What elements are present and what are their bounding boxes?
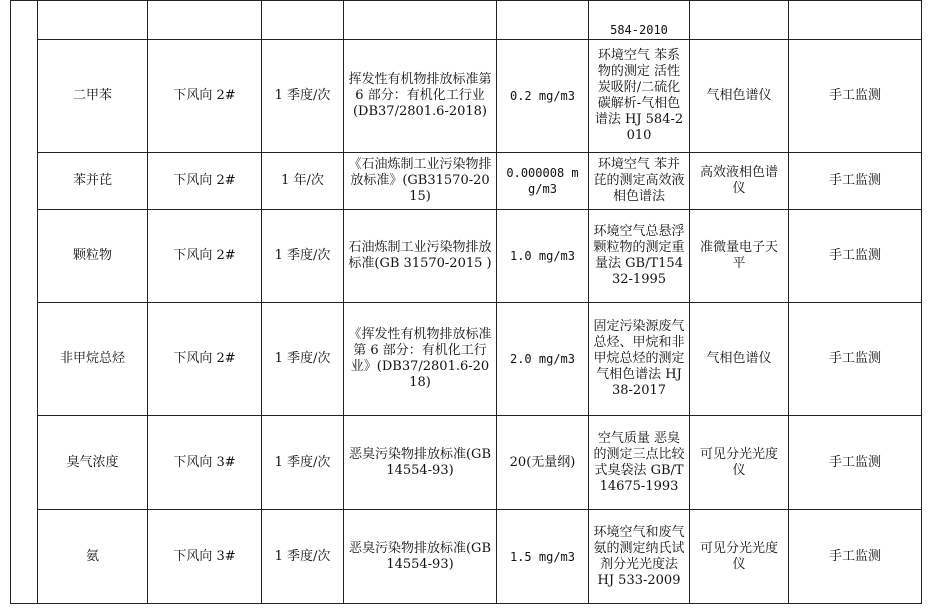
item-cell: 苯并芘 [38, 153, 148, 210]
limit-cell: 0.2 mg/m3 [497, 40, 589, 153]
frequency-cell: 1 季度/次 [262, 210, 344, 303]
method-cell: 空气质量 恶臭的测定三点比较式臭袋法 GB/T14675-1993 [589, 416, 690, 510]
instrument-cell: 气相色谱仪 [690, 40, 789, 153]
table-row [11, 510, 922, 604]
frequency-cell: 1 季度/次 [262, 303, 344, 416]
table-row [11, 210, 922, 303]
table-row [11, 153, 922, 210]
monitoring-table [10, 0, 922, 604]
method-cell: 584-2010 [589, 1, 690, 40]
monitoring-cell: 手工监测 [789, 510, 922, 604]
table-cell [789, 1, 922, 40]
table-cell [497, 1, 589, 40]
instrument-cell: 气相色谱仪 [690, 303, 789, 416]
item-cell: 氨 [38, 510, 148, 604]
standard-cell: 挥发性有机物排放标准第 6 部分：有机化工行业(DB37/2801.6-2018) [344, 40, 497, 153]
standard-cell: 恶臭污染物排放标准(GB14554-93) [344, 510, 497, 604]
table-row [11, 40, 922, 153]
point-cell: 下风向 2# [148, 210, 262, 303]
standard-cell: 石油炼制工业污染物排放标准(GB 31570-2015 ) [344, 210, 497, 303]
frequency-cell: 1 季度/次 [262, 416, 344, 510]
table-cell [262, 1, 344, 40]
instrument-cell: 可见分光光度仪 [690, 416, 789, 510]
limit-cell: 0.000008 mg/m3 [497, 153, 589, 210]
point-cell: 下风向 2# [148, 303, 262, 416]
table-cell [148, 1, 262, 40]
monitoring-cell: 手工监测 [789, 303, 922, 416]
item-cell: 非甲烷总烃 [38, 303, 148, 416]
monitoring-cell: 手工监测 [789, 210, 922, 303]
instrument-cell: 可见分光光度仪 [690, 510, 789, 604]
limit-cell: 20(无量纲) [497, 416, 589, 510]
point-cell: 下风向 2# [148, 40, 262, 153]
table-cell [38, 1, 148, 40]
monitoring-cell: 手工监测 [789, 40, 922, 153]
standard-cell: 《石油炼制工业污染物排放标准》(GB31570-2015) [344, 153, 497, 210]
monitoring-cell: 手工监测 [789, 153, 922, 210]
method-cell: 环境空气和废气 氨的测定纳氏试剂分光光度法 HJ 533-2009 [589, 510, 690, 604]
table-row [11, 1, 922, 40]
instrument-cell: 准微量电子天平 [690, 210, 789, 303]
table-row [11, 416, 922, 510]
point-cell: 下风向 3# [148, 510, 262, 604]
frequency-cell: 1 季度/次 [262, 510, 344, 604]
method-cell: 环境空气 苯并芘的测定高效液相色谱法 [589, 153, 690, 210]
table-cell [344, 1, 497, 40]
item-cell: 颗粒物 [38, 210, 148, 303]
standard-cell: 恶臭污染物排放标准(GB14554-93) [344, 416, 497, 510]
limit-cell: 2.0 mg/m3 [497, 303, 589, 416]
table-cell [690, 1, 789, 40]
standard-cell: 《挥发性有机物排放标准第 6 部分：有机化工行业》(DB37/2801.6-2018) [344, 303, 497, 416]
frequency-cell: 1 年/次 [262, 153, 344, 210]
monitoring-cell: 手工监测 [789, 416, 922, 510]
limit-cell: 1.0 mg/m3 [497, 210, 589, 303]
limit-cell: 1.5 mg/m3 [497, 510, 589, 604]
method-cell: 环境空气总悬浮颗粒物的测定重量法 GB/T15432-1995 [589, 210, 690, 303]
table-row [11, 303, 922, 416]
frequency-cell: 1 季度/次 [262, 40, 344, 153]
point-cell: 下风向 3# [148, 416, 262, 510]
item-cell: 臭气浓度 [38, 416, 148, 510]
method-cell: 固定污染源废气 总烃、甲烷和非甲烷总烃的测定 气相色谱法 HJ38-2017 [589, 303, 690, 416]
item-cell: 二甲苯 [38, 40, 148, 153]
method-cell: 环境空气 苯系物的测定 活性炭吸附/二硫化碳解析-气相色谱法 HJ 584-2010 [589, 40, 690, 153]
point-cell: 下风向 2# [148, 153, 262, 210]
instrument-cell: 高效液相色谱仪 [690, 153, 789, 210]
left-margin-cell [11, 1, 38, 604]
